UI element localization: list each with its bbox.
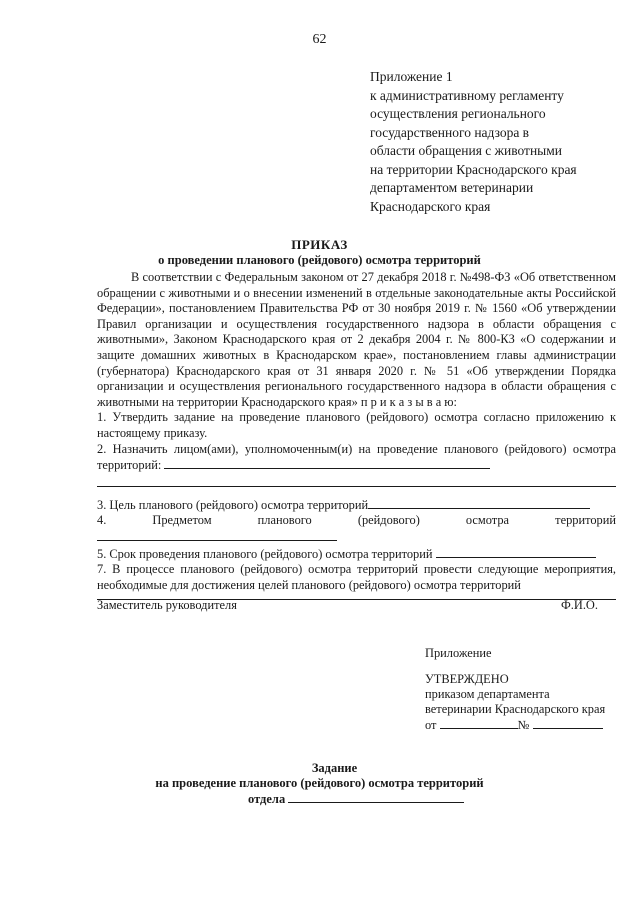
order-item-3 [97,497,616,514]
page-number: 62 [312,32,327,47]
order-item-3-text: 3. Цель планового (рейдового) осмотра территорий [97,497,369,512]
order-item-2 [97,442,616,474]
number-blank [533,717,603,729]
order-title: ПРИКАЗ [291,237,348,252]
task-department [248,791,464,807]
department-blank [288,791,464,803]
task-title: Задание [311,761,358,775]
signature-name: Ф.И.О. [561,598,598,612]
department-label: отдела [248,792,286,806]
order-item-2-text: 2. Назначить лицом(ами), уполномоченным(и) на проведение планового (рейдового) осмотра территорий: [97,441,616,473]
order-item-5-text: 5. Срок проведения планового (рейдового) осмотра территорий [97,546,433,561]
attachment-label: Приложение [425,646,492,660]
task-subtitle: на проведение планового (рейдового) осмотра территорий [155,776,484,790]
term-blank [436,546,596,558]
purpose-blank [368,497,590,509]
approval-block [425,672,605,733]
appendix-line: Краснодарского края [370,198,491,214]
date-blank [440,717,518,729]
order-item-7: 7. В процессе планового (рейдового) осмотра территорий провести следующие мероприятия, необходимые для достижения целей планового (рейдового) осмотра территорий [97,562,616,592]
appendix-line: Приложение 1 [370,69,453,84]
appendix-line: осуществления регионального [370,106,546,121]
order-item-5 [97,546,616,563]
appendix-line: к административному регламенту [370,87,564,103]
appendix-header [370,68,577,216]
signature-position: Заместитель руководителя [97,598,237,612]
order-subtitle: о проведении планового (рейдового) осмотра территорий [158,253,481,267]
appointee-blank [164,457,490,469]
approved-label: УТВЕРЖДЕНО [425,672,509,686]
subject-blank [97,529,337,541]
appendix-line: департаментом ветеринарии [370,180,534,195]
appendix-line: области обращения с животными [370,143,563,158]
approved-by-line-1: приказом департамента [425,687,550,701]
approval-date-number [425,717,605,733]
appendix-line: на территории Краснодарского края [370,161,577,177]
order-item-4-text: 4. Предметом планового (рейдового) осмотра территорий [97,513,616,528]
appendix-line: государственного надзора в [370,124,530,140]
number-label: № [517,718,530,732]
order-body [97,270,616,600]
order-item-4 [97,513,616,545]
order-preamble: В соответствии с Федеральным законом от 27 декабря 2018 г. №498-ФЗ «Об ответственном обращении с животными и о внесении изменений в отдельные законодательные акты Российской Федерации», постановлением Правительства РФ от 30 ноября 2019 г. № 1560 «Об утверждении Правил организации и осуществления государственного надзора в области обращения с животными», Законом Краснодарского края от 2 декабря 2004 г. № 800-КЗ «О содержании и защите домашних животных в Краснодарском крае», постановлением главы администрации (губернатора) Краснодарского края от 31 января 2020 г. № 51 «Об утверждении Порядка организации и осуществления регионального государственного надзора в области обращения с животными на территории Краснодарского края» п р и к а з ы в а ю: [97,270,616,409]
order-item-1: 1. Утвердить задание на проведение планового (рейдового) осмотра согласно приложению к настоящему приказу. [97,410,616,440]
approved-by-line-2: ветеринарии Краснодарского края [425,702,606,716]
date-label: от [425,718,437,732]
